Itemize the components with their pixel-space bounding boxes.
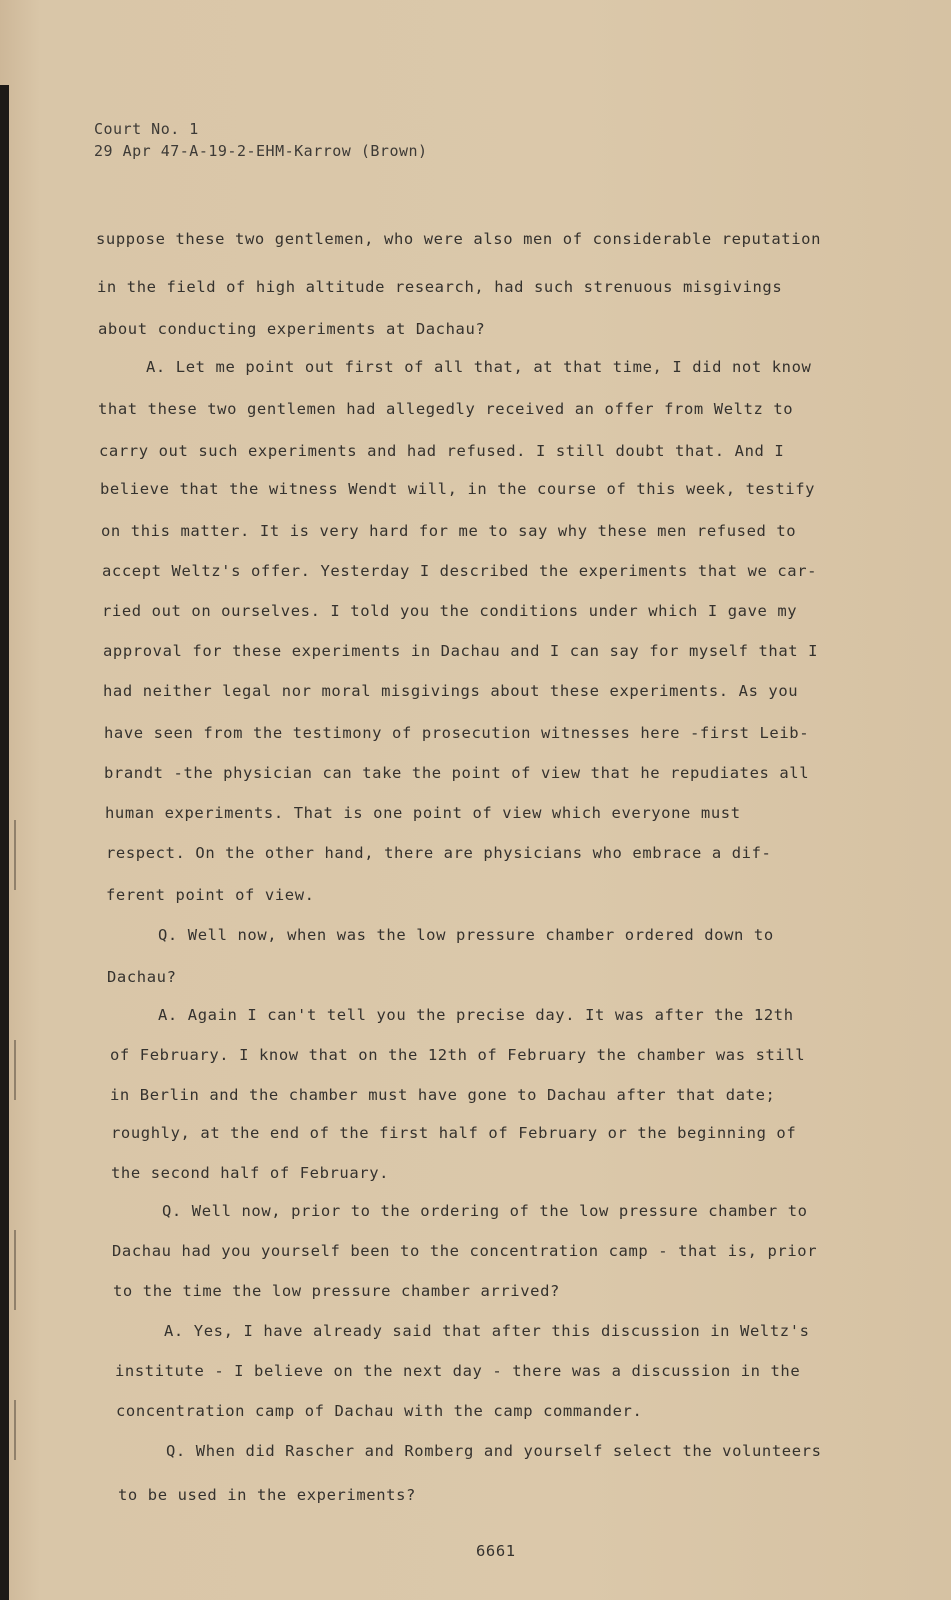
session-reference: 29 Apr 47-A-19-2-EHM-Karrow (Brown) [94,142,428,160]
page-number: 6661 [476,1542,516,1560]
transcript-line: have seen from the testimony of prosecution witnesses here -first Leib- [104,724,810,742]
binding-mark [14,1040,16,1100]
transcript-line: to the time the low pressure chamber arrived? [113,1282,560,1300]
transcript-line: that these two gentlemen had allegedly received an offer from Weltz to [98,400,794,418]
transcript-line: accept Weltz's offer. Yesterday I described the experiments that we car- [102,562,818,580]
transcript-line: suppose these two gentlemen, who were also men of considerable reputation [96,230,822,248]
transcript-line: in Berlin and the chamber must have gone to Dachau after that date; [110,1086,776,1104]
binding-mark [14,1230,16,1310]
document-header [94,118,428,162]
transcript-line: Q. Well now, when was the low pressure chamber ordered down to [158,926,774,944]
transcript-line: institute - I believe on the next day - there was a discussion in the [115,1362,801,1380]
transcript-line: the second half of February. [111,1164,390,1182]
transcript-line: respect. On the other hand, there are physicians who embrace a dif- [106,844,772,862]
transcript-line: believe that the witness Wendt will, in the course of this week, testify [100,480,816,498]
transcript-line: Dachau had you yourself been to the concentration camp - that is, prior [112,1242,818,1260]
transcript-line: roughly, at the end of the first half of February or the beginning of [111,1124,797,1142]
court-number: Court No. 1 [94,120,199,138]
transcript-line: ferent point of view. [106,886,315,904]
transcript-line: about conducting experiments at Dachau? [98,320,486,338]
binding-mark [14,820,16,890]
transcript-line: in the field of high altitude research, had such strenuous misgivings [97,278,783,296]
binding-mark [14,1400,16,1460]
transcript-line: approval for these experiments in Dachau and I can say for myself that I [103,642,819,660]
transcript-line: Q. When did Rascher and Romberg and yourself select the volunteers [166,1442,822,1460]
transcript-line: carry out such experiments and had refused. I still doubt that. And I [99,442,785,460]
transcript-line: human experiments. That is one point of view which everyone must [105,804,741,822]
transcript-line: ried out on ourselves. I told you the conditions under which I gave my [102,602,798,620]
transcript-line: had neither legal nor moral misgivings about these experiments. As you [103,682,799,700]
transcript-line: A. Yes, I have already said that after this discussion in Weltz's [164,1322,810,1340]
transcript-line: brandt -the physician can take the point of view that he repudiates all [104,764,810,782]
transcript-line: Q. Well now, prior to the ordering of the low pressure chamber to [162,1202,808,1220]
transcript-line: on this matter. It is very hard for me to say why these men refused to [101,522,797,540]
transcript-line: to be used in the experiments? [118,1486,416,1504]
transcript-line: of February. I know that on the 12th of February the chamber was still [110,1046,806,1064]
page-left-edge [0,85,9,1600]
transcript-line: Dachau? [107,968,177,986]
transcript-line: concentration camp of Dachau with the camp commander. [116,1402,643,1420]
transcript-line: A. Again I can't tell you the precise day. It was after the 12th [158,1006,794,1024]
transcript-line: A. Let me point out first of all that, at that time, I did not know [146,358,812,376]
